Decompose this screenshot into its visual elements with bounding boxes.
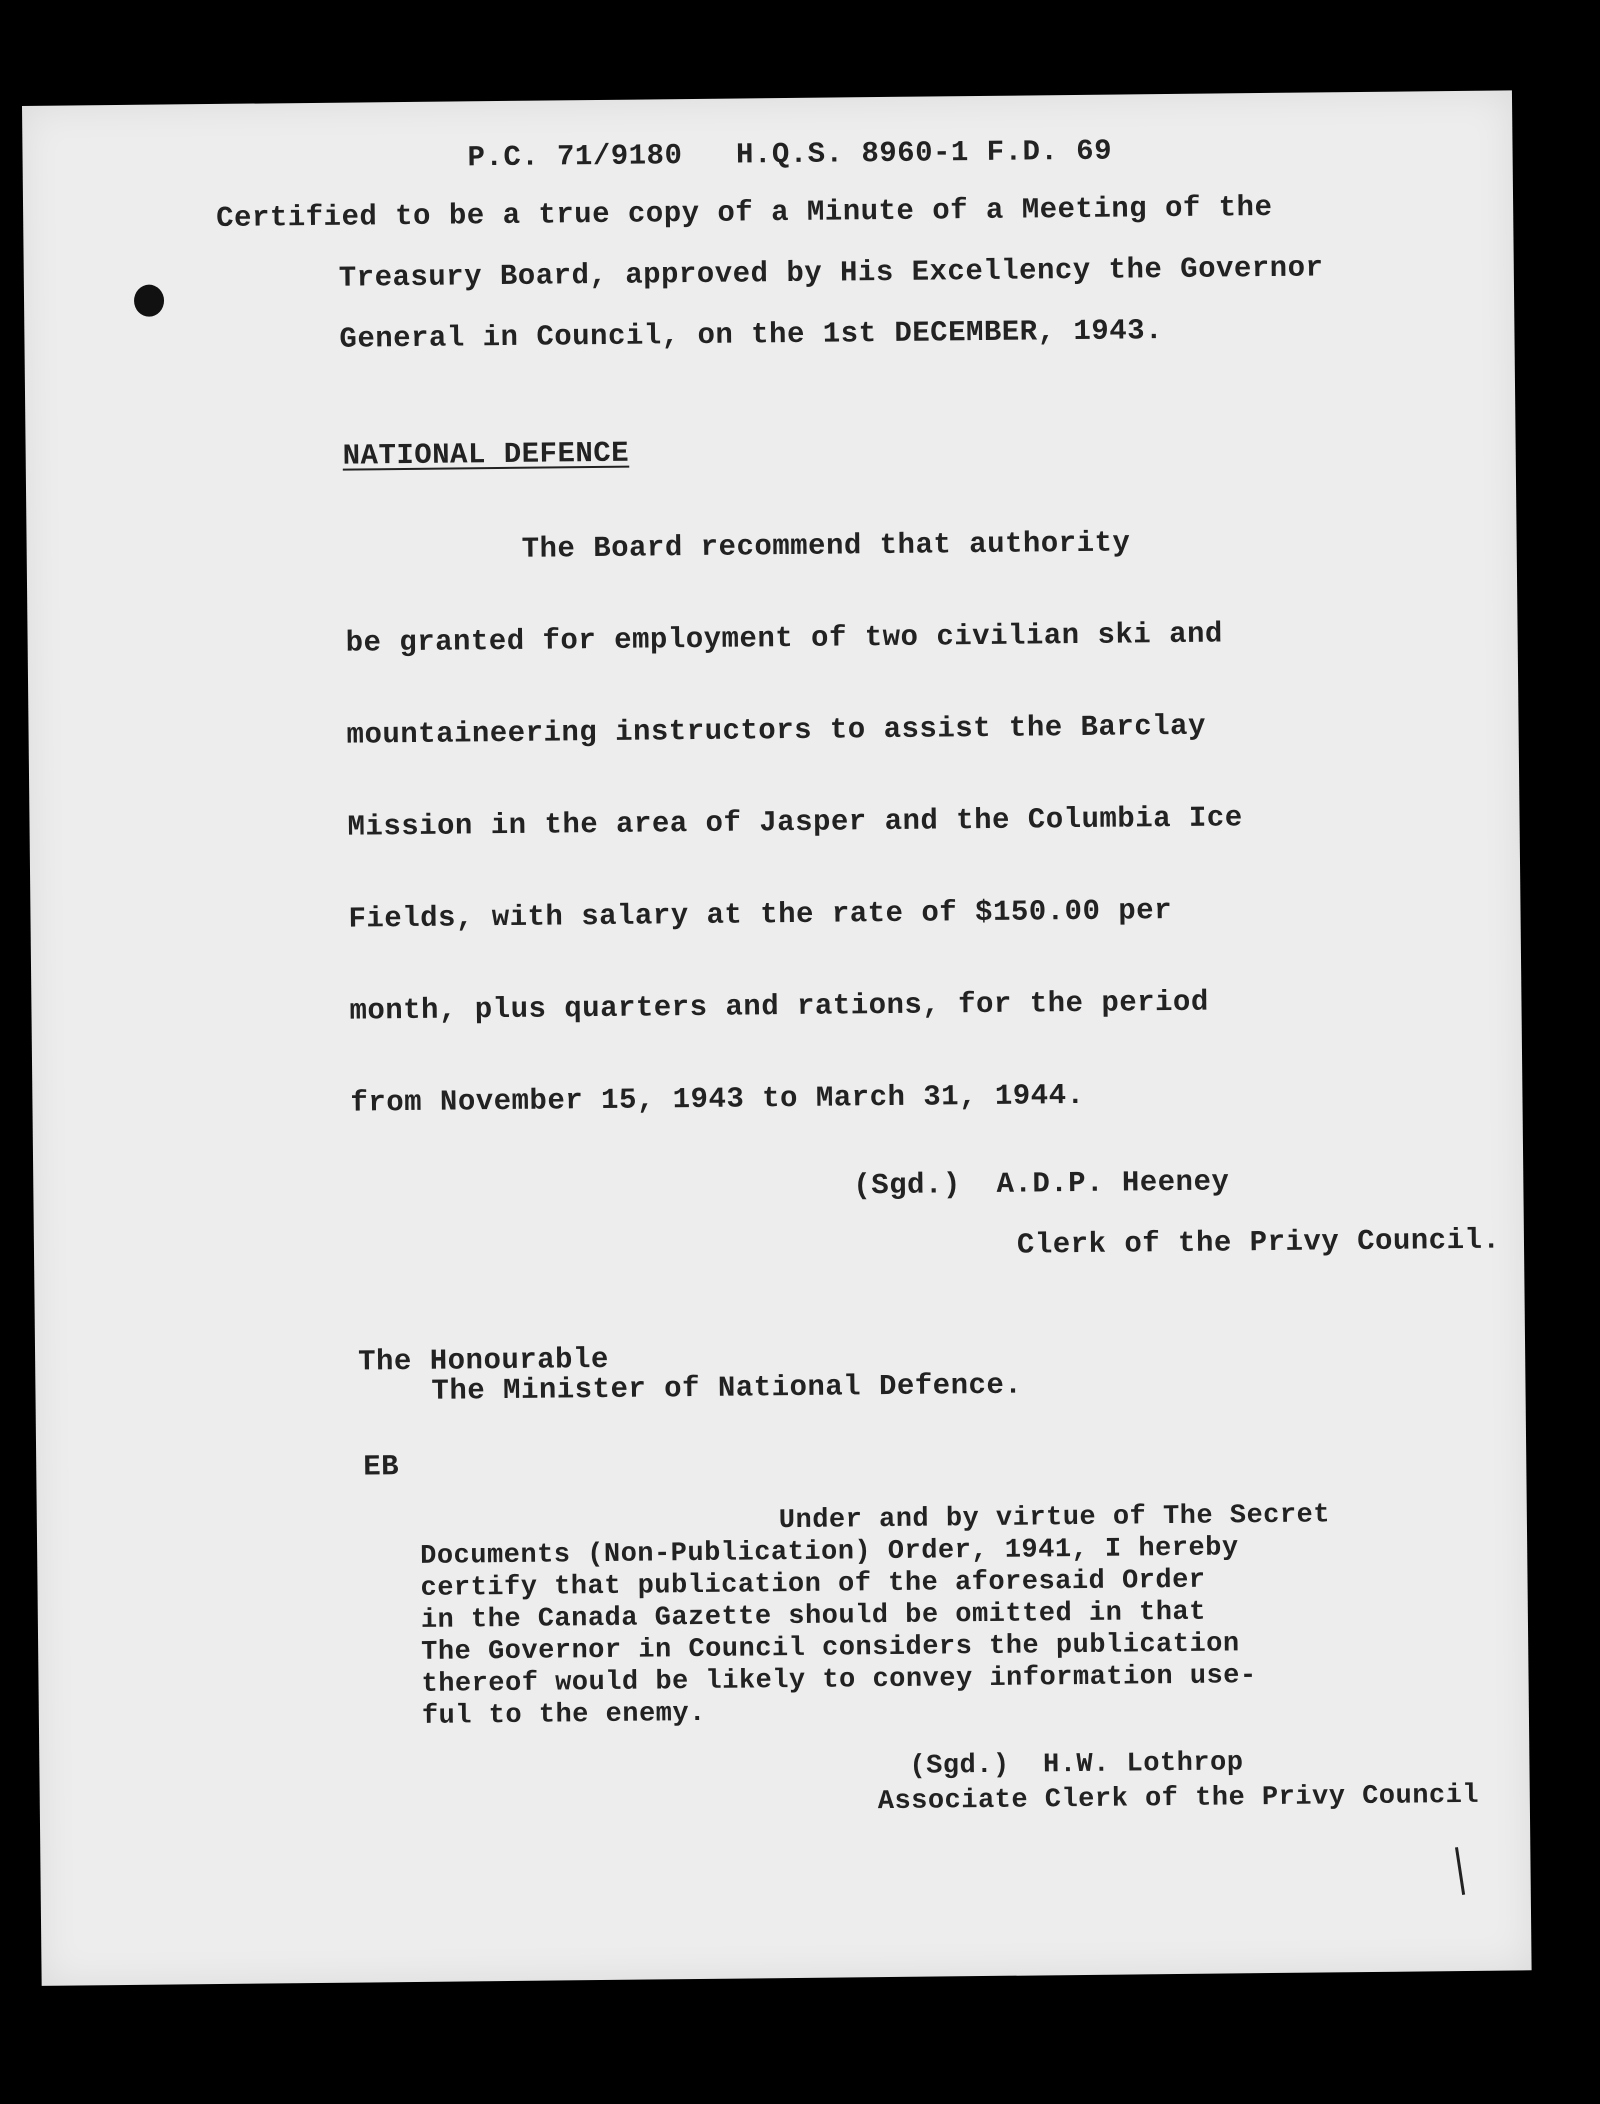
certification-line-2: Treasury Board, approved by His Excellency the Governor — [338, 251, 1324, 295]
section-title: NATIONAL DEFENCE — [342, 436, 630, 473]
body-line: The Board recommend that authority — [521, 526, 1131, 566]
document-page — [22, 90, 1532, 1985]
body-line: Mission in the area of Jasper and the Columbia Ice — [347, 801, 1243, 844]
pencil-mark — [1455, 1847, 1465, 1895]
certificate-line: in the Canada Gazette should be omitted in that — [420, 1597, 1207, 1636]
ink-blot — [134, 285, 164, 317]
typist-initials: EB — [363, 1450, 400, 1484]
certification-line-3: General in Council, on the 1st DECEMBER, 1943. — [339, 314, 1164, 356]
certification-line-1: Certified to be a true copy of a Minute of a Meeting of the — [216, 190, 1273, 235]
body-line: mountaineering instructors to assist the Barclay — [346, 709, 1207, 752]
body-line: Fields, with salary at the rate of $150.00 per — [348, 894, 1173, 936]
addressee-line-2: The Minister of National Defence. — [431, 1368, 1023, 1408]
certificate-line: Under and by virtue of The Secret — [778, 1500, 1331, 1537]
signature-heeney: (Sgd.) A.D.P. Heeney — [853, 1165, 1230, 1203]
body-line: month, plus quarters and rations, for the period — [349, 985, 1209, 1028]
signature-heeney-title: Clerk of the Privy Council. — [1016, 1223, 1501, 1262]
certificate-line: The Governor in Council considers the publication — [421, 1629, 1240, 1668]
addressee-line-1: The Honourable — [357, 1342, 609, 1379]
signature-lothrop: (Sgd.) H.W. Lothrop — [909, 1748, 1244, 1782]
certificate-line: Documents (Non-Publication) Order, 1941, I hereby — [420, 1533, 1239, 1572]
body-line: be granted for employment of two civilian ski and — [345, 617, 1224, 660]
certificate-line: certify that publication of the aforesaid Order — [420, 1565, 1206, 1604]
header-reference: P.C. 71/9180 H.Q.S. 8960-1 F.D. 69 — [467, 134, 1113, 175]
body-line: from November 15, 1943 to March 31, 1944. — [350, 1078, 1085, 1120]
certificate-line: ful to the enemy. — [421, 1698, 706, 1732]
signature-lothrop-title: Associate Clerk of the Privy Council — [877, 1780, 1480, 1818]
certificate-line: thereof would be likely to convey information use- — [421, 1661, 1257, 1700]
